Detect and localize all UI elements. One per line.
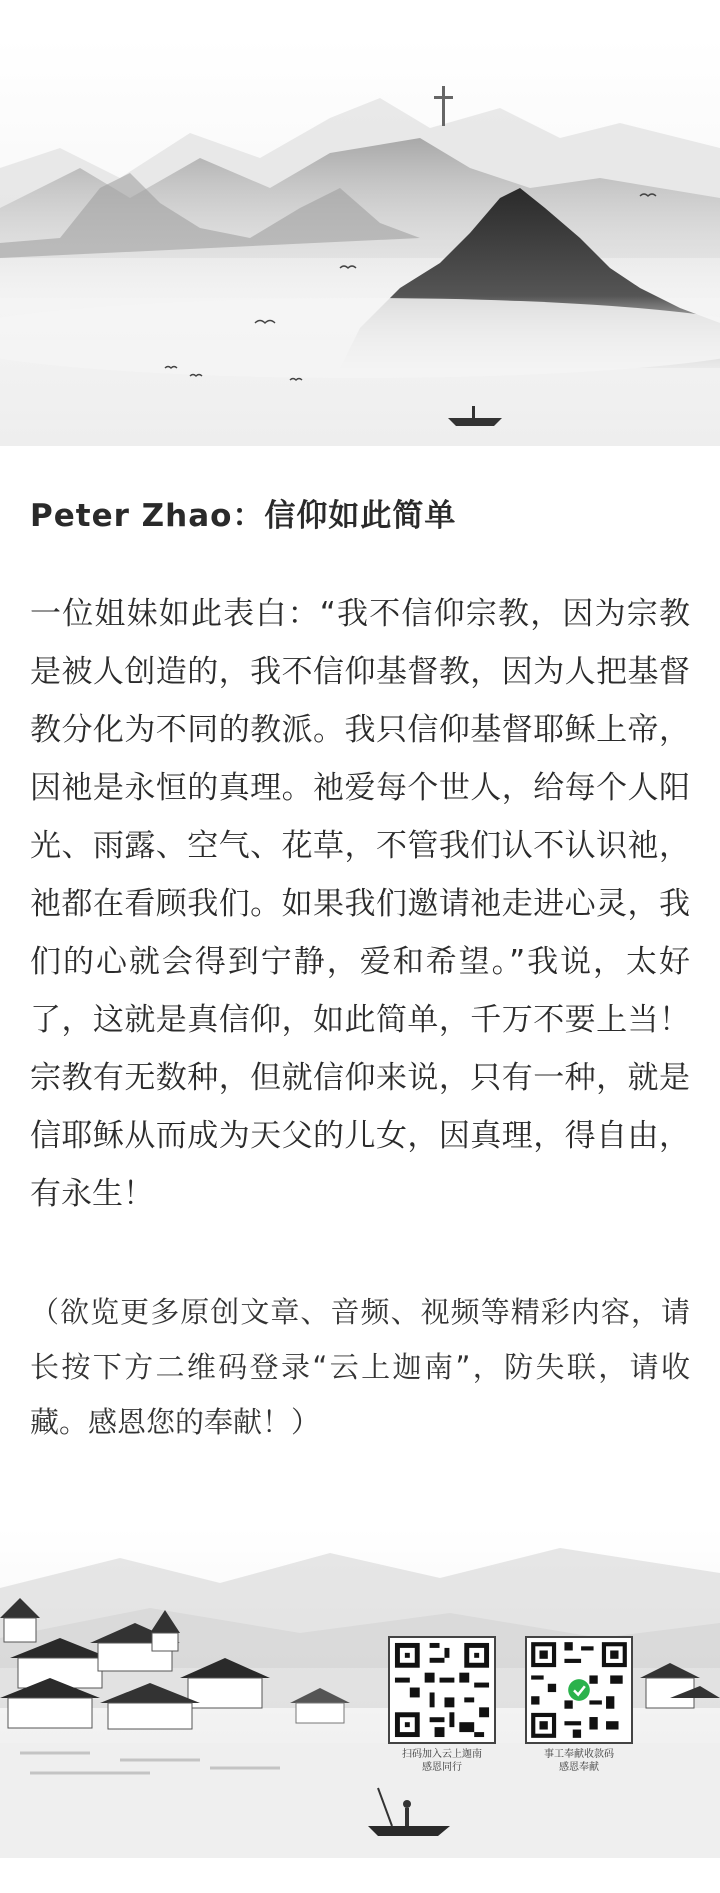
qr-card-offering[interactable]: [525, 1636, 633, 1774]
qr-caption-join: [388, 1748, 496, 1774]
footer-village-image: [0, 1528, 720, 1858]
qr-caption-offering-line2: 感恩奉献: [559, 1762, 599, 1773]
article-title: Peter Zhao：信仰如此简单: [30, 498, 457, 534]
qr-caption-offering-line1: 事工奉献收款码: [544, 1749, 614, 1760]
qr-code-offering[interactable]: [525, 1636, 633, 1744]
qr-caption-join-line1: 扫码加入云上迦南: [402, 1749, 482, 1760]
qr-code-join[interactable]: [388, 1636, 496, 1744]
qr-caption-offering: [525, 1748, 633, 1774]
hero-landscape-image: [0, 38, 720, 446]
article-body: 一位姐妹如此表白：“我不信仰宗教，因为宗教是被人创造的，我不信仰基督教，因为人把基督教分化为不同的教派。我只信仰基督耶稣上帝，因祂是永恒的真理。祂爱每个世人，给每个人阳光、雨露、空气、花草，不管我们认不认识祂，祂都在看顾我们。如果我们邀请祂走进心灵，我们的心就会得到宁静，爱和希望。”我说，太好了，这就是真信仰，如此简单，千万不要上当！宗教有无数种，但就信仰来说，只有一种，就是信耶稣从而成为天父的儿女，因真理，得自由，有永生！: [30, 596, 690, 1212]
qr-caption-join-line2: 感恩同行: [422, 1762, 462, 1773]
qr-card-join[interactable]: [388, 1636, 496, 1774]
article-note: （欲览更多原创文章、音频、视频等精彩内容，请长按下方二维码登录“云上迦南”，防失联，请收藏。感恩您的奉献！）: [30, 1295, 690, 1439]
